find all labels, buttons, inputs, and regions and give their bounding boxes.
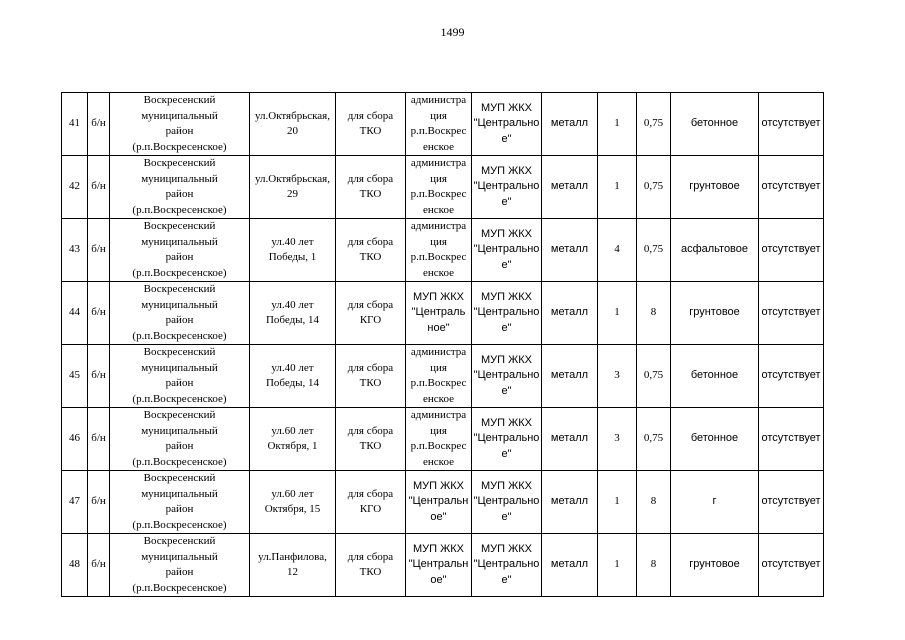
container-volume: 0,75 xyxy=(637,156,671,219)
container-material: металл xyxy=(542,219,598,282)
row-index: 42 xyxy=(62,156,88,219)
operator: МУП ЖКХ "Центрально e" xyxy=(472,282,542,345)
district: Воскресенский муниципальный район (р.п.Воскресенское) xyxy=(110,534,250,597)
owner: администра ция р.п.Воскрес енское xyxy=(406,219,472,282)
row-index: 48 xyxy=(62,534,88,597)
waste-type: для сбора ТКО xyxy=(336,219,406,282)
owner: МУП ЖКХ "Центральн oe" xyxy=(406,534,472,597)
registry-number: б/н xyxy=(88,282,110,345)
operator: МУП ЖКХ "Центрально e" xyxy=(472,471,542,534)
registry-number: б/н xyxy=(88,534,110,597)
fence-status: отсутствует xyxy=(759,219,824,282)
table-row xyxy=(62,345,824,408)
fence-status: отсутствует xyxy=(759,345,824,408)
page-number: 1499 xyxy=(440,25,465,39)
registry-number: б/н xyxy=(88,408,110,471)
operator: МУП ЖКХ "Центрально e" xyxy=(472,219,542,282)
operator: МУП ЖКХ "Центрально e" xyxy=(472,345,542,408)
district: Воскресенский муниципальный район (р.п.Воскресенское) xyxy=(110,345,250,408)
owner: МУП ЖКХ "Центральн oe" xyxy=(406,471,472,534)
container-volume: 8 xyxy=(637,282,671,345)
container-material: металл xyxy=(542,408,598,471)
table-row xyxy=(62,156,824,219)
registry-number: б/н xyxy=(88,156,110,219)
registry-number: б/н xyxy=(88,93,110,156)
fence-status: отсутствует xyxy=(759,471,824,534)
surface-type: бетонное xyxy=(671,345,759,408)
container-volume: 0,75 xyxy=(637,219,671,282)
fence-status: отсутствует xyxy=(759,93,824,156)
operator: МУП ЖКХ "Центрально e" xyxy=(472,408,542,471)
surface-type: бетонное xyxy=(671,93,759,156)
waste-type: для сбора ТКО xyxy=(336,93,406,156)
row-index: 47 xyxy=(62,471,88,534)
container-material: металл xyxy=(542,534,598,597)
registry-number: б/н xyxy=(88,471,110,534)
surface-type: бетонное xyxy=(671,408,759,471)
container-volume: 0,75 xyxy=(637,345,671,408)
surface-type: грунтовое xyxy=(671,156,759,219)
table-body xyxy=(62,93,824,597)
container-material: металл xyxy=(542,282,598,345)
operator: МУП ЖКХ "Центрально e" xyxy=(472,534,542,597)
row-index: 45 xyxy=(62,345,88,408)
row-index: 46 xyxy=(62,408,88,471)
container-material: металл xyxy=(542,345,598,408)
table-row xyxy=(62,534,824,597)
container-count: 1 xyxy=(598,282,637,345)
container-count: 1 xyxy=(598,156,637,219)
row-index: 43 xyxy=(62,219,88,282)
table-row xyxy=(62,282,824,345)
container-count: 3 xyxy=(598,408,637,471)
address: ул.40 лет Победы, 14 xyxy=(250,345,336,408)
container-count: 1 xyxy=(598,471,637,534)
container-volume: 8 xyxy=(637,534,671,597)
district: Воскресенский муниципальный район (р.п.Воскресенское) xyxy=(110,93,250,156)
surface-type: г xyxy=(671,471,759,534)
district: Воскресенский муниципальный район (р.п.Воскресенское) xyxy=(110,471,250,534)
operator: МУП ЖКХ "Центрально e" xyxy=(472,156,542,219)
container-material: металл xyxy=(542,471,598,534)
address: ул.40 лет Победы, 1 xyxy=(250,219,336,282)
owner: МУП ЖКХ "Централь ное" xyxy=(406,282,472,345)
waste-type: для сбора КГО xyxy=(336,471,406,534)
table-row xyxy=(62,219,824,282)
surface-type: грунтовое xyxy=(671,534,759,597)
registry-number: б/н xyxy=(88,219,110,282)
table-row xyxy=(62,471,824,534)
table-row xyxy=(62,93,824,156)
operator: МУП ЖКХ "Центрально e" xyxy=(472,93,542,156)
fence-status: отсутствует xyxy=(759,156,824,219)
container-material: металл xyxy=(542,156,598,219)
container-volume: 0,75 xyxy=(637,408,671,471)
address: ул.40 лет Победы, 14 xyxy=(250,282,336,345)
container-material: металл xyxy=(542,93,598,156)
fence-status: отсутствует xyxy=(759,282,824,345)
district: Воскресенский муниципальный район (р.п.Воскресенское) xyxy=(110,219,250,282)
address: ул.60 лет Октября, 1 xyxy=(250,408,336,471)
owner: администра ция р.п.Воскрес енское xyxy=(406,345,472,408)
waste-type: для сбора ТКО xyxy=(336,156,406,219)
container-volume: 8 xyxy=(637,471,671,534)
owner: администра ция р.п.Воскрес енское xyxy=(406,156,472,219)
container-volume: 0,75 xyxy=(637,93,671,156)
district: Воскресенский муниципальный район (р.п.Воскресенское) xyxy=(110,282,250,345)
district: Воскресенский муниципальный район (р.п.Воскресенское) xyxy=(110,408,250,471)
table-row xyxy=(62,408,824,471)
row-index: 41 xyxy=(62,93,88,156)
address: ул.Панфилова, 12 xyxy=(250,534,336,597)
surface-type: асфальтовое xyxy=(671,219,759,282)
address: ул.Октябрьская, 29 xyxy=(250,156,336,219)
waste-type: для сбора ТКО xyxy=(336,408,406,471)
waste-type: для сбора КГО xyxy=(336,282,406,345)
address: ул.60 лет Октября, 15 xyxy=(250,471,336,534)
owner: администра ция р.п.Воскрес енское xyxy=(406,408,472,471)
district: Воскресенский муниципальный район (р.п.Воскресенское) xyxy=(110,156,250,219)
surface-type: грунтовое xyxy=(671,282,759,345)
container-count: 3 xyxy=(598,345,637,408)
row-index: 44 xyxy=(62,282,88,345)
container-count: 1 xyxy=(598,534,637,597)
address: ул.Октябрьская, 20 xyxy=(250,93,336,156)
registry-table xyxy=(61,92,824,597)
waste-type: для сбора ТКО xyxy=(336,534,406,597)
owner: администра ция р.п.Воскрес енское xyxy=(406,93,472,156)
waste-type: для сбора ТКО xyxy=(336,345,406,408)
container-count: 1 xyxy=(598,93,637,156)
container-count: 4 xyxy=(598,219,637,282)
registry-number: б/н xyxy=(88,345,110,408)
fence-status: отсутствует xyxy=(759,534,824,597)
fence-status: отсутствует xyxy=(759,408,824,471)
